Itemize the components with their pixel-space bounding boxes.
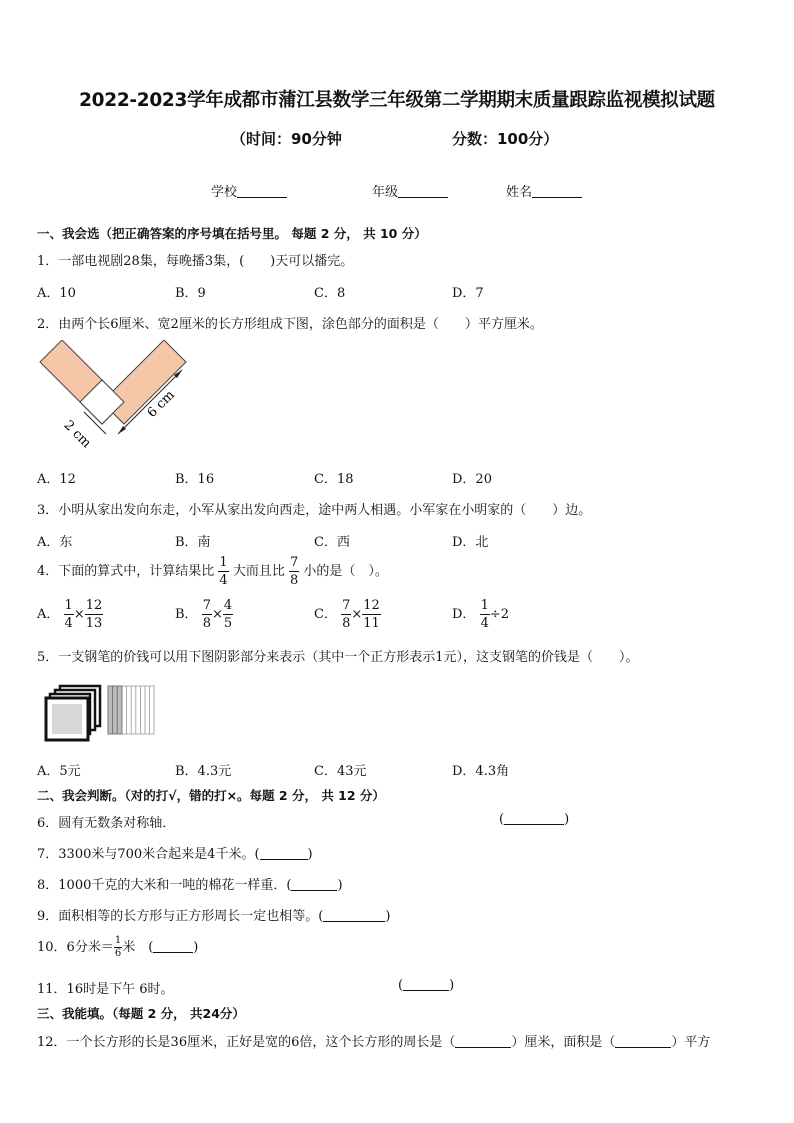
q4-c-label: C． bbox=[314, 607, 337, 622]
operator: ÷2 bbox=[489, 607, 510, 622]
answer-blank[interactable] bbox=[153, 940, 193, 953]
rectangles-figure bbox=[34, 340, 194, 452]
answer-blank[interactable] bbox=[323, 909, 385, 922]
q3-option-a[interactable]: A．东 bbox=[37, 535, 73, 550]
q4-f2-den: 8 bbox=[290, 573, 299, 588]
q4-pre: 4．下面的算式中，计算结果比 bbox=[37, 564, 215, 579]
num: 1 bbox=[114, 935, 122, 946]
money-squares-figure bbox=[44, 684, 162, 744]
answer-blank[interactable] bbox=[504, 812, 564, 825]
q6-answer[interactable] bbox=[499, 812, 569, 827]
question-2: 2．由两个长6厘米、宽2厘米的长方形组成下图，涂色部分的面积是（ ）平方厘米。 bbox=[37, 317, 543, 332]
q1-option-b[interactable]: B．9 bbox=[175, 286, 206, 301]
fraction bbox=[202, 599, 212, 630]
den: 11 bbox=[363, 616, 380, 631]
paren: ) bbox=[449, 978, 455, 993]
tenths-bar bbox=[108, 686, 154, 734]
answer-blank[interactable] bbox=[403, 978, 449, 991]
section-1-heading: 一、我会选（把正确答案的序号填在括号里。 每题 2 分， 共 10 分） bbox=[37, 226, 427, 241]
grade-label: 年级 bbox=[372, 185, 399, 200]
operator: × bbox=[351, 607, 363, 622]
num: 7 bbox=[342, 598, 351, 613]
question-9 bbox=[37, 905, 390, 924]
den: 4 bbox=[480, 616, 489, 631]
fraction bbox=[362, 599, 381, 630]
q1-option-a[interactable]: A．10 bbox=[37, 286, 76, 301]
exam-time: （时间：90分钟 bbox=[231, 130, 342, 148]
name-field[interactable] bbox=[506, 181, 582, 200]
page-title: 2022-2023学年成都市蒲江县数学三年级第二学期期末质量跟踪监视模拟试题 bbox=[79, 90, 715, 111]
den: 5 bbox=[223, 616, 233, 631]
q4-option-d[interactable] bbox=[452, 599, 509, 630]
answer-blank[interactable] bbox=[455, 1035, 511, 1048]
q4-option-c[interactable] bbox=[314, 599, 381, 630]
q2-option-c[interactable]: C．18 bbox=[314, 472, 354, 487]
q5-option-c[interactable]: C．43元 bbox=[314, 764, 367, 779]
paren: ) bbox=[564, 812, 570, 827]
paren: ) bbox=[385, 909, 391, 924]
section-2-heading: 二、我会判断。（对的打√，错的打×。每题 2 分， 共 12 分） bbox=[37, 788, 385, 803]
paren: ( bbox=[398, 978, 404, 993]
school-label: 学校 bbox=[211, 185, 238, 200]
exam-score: 分数：100分） bbox=[452, 130, 559, 148]
den: 4 bbox=[64, 616, 73, 631]
q4-option-b[interactable] bbox=[175, 599, 233, 630]
paren: ) bbox=[337, 878, 343, 893]
answer-blank[interactable] bbox=[291, 878, 337, 891]
question-6: 6．圆有无数条对称轴． bbox=[37, 816, 176, 831]
q12-text: 12．一个长方形的长是36厘米，正好是宽的6倍，这个长方形的周长是（ bbox=[37, 1035, 456, 1050]
q11-answer[interactable] bbox=[398, 978, 454, 993]
paren: ( bbox=[499, 812, 505, 827]
square-front-shade bbox=[52, 704, 82, 734]
q8-text: 8．1000千克的大米和一吨的棉花一样重．( bbox=[37, 878, 292, 893]
q1-option-c[interactable]: C．8 bbox=[314, 286, 346, 301]
q5-option-b[interactable]: B．4.3元 bbox=[175, 764, 232, 779]
q12-post: ）平方 bbox=[671, 1035, 711, 1050]
fraction bbox=[223, 599, 233, 630]
q4-d-label: D． bbox=[452, 607, 476, 622]
answer-blank[interactable] bbox=[260, 847, 308, 860]
operator: × bbox=[211, 607, 223, 622]
den: 6 bbox=[114, 948, 122, 959]
q2-option-a[interactable]: A．12 bbox=[37, 472, 76, 487]
q3-option-b[interactable]: B．南 bbox=[175, 535, 211, 550]
q4-post: 小的是（ ）。 bbox=[303, 564, 388, 579]
q1-option-d[interactable]: D．7 bbox=[452, 286, 484, 301]
fraction bbox=[85, 599, 104, 630]
q4-f2-num: 7 bbox=[290, 555, 299, 570]
paren: ) bbox=[193, 940, 199, 955]
q3-option-d[interactable]: D．北 bbox=[452, 535, 489, 550]
fraction bbox=[480, 599, 490, 630]
fraction bbox=[64, 599, 74, 630]
q12-mid: ）厘米，面积是（ bbox=[511, 1035, 616, 1050]
section-3-heading: 三、我能填。（每题 2 分， 共24分） bbox=[37, 1006, 245, 1021]
question-8 bbox=[37, 874, 343, 893]
q4-option-a[interactable] bbox=[37, 599, 103, 630]
num: 7 bbox=[202, 598, 211, 613]
q2-option-b[interactable]: B．16 bbox=[175, 472, 215, 487]
q4-f1-den: 4 bbox=[219, 573, 228, 588]
fraction bbox=[289, 556, 299, 587]
q5-option-d[interactable]: D．4.3角 bbox=[452, 764, 510, 779]
num: 1 bbox=[480, 598, 489, 613]
grade-field[interactable] bbox=[372, 181, 448, 200]
fraction bbox=[114, 936, 122, 959]
question-10 bbox=[37, 936, 198, 959]
paren: ) bbox=[307, 847, 313, 862]
question-5: 5．一支钢笔的价钱可以用下图阴影部分来表示（其中一个正方形表示1元），这支钢笔的价钱是（ ）。 bbox=[37, 650, 639, 665]
operator: × bbox=[73, 607, 85, 622]
label-long: 6 cm bbox=[144, 387, 178, 421]
question-7 bbox=[37, 843, 313, 862]
q5-option-a[interactable]: A．5元 bbox=[37, 764, 81, 779]
num: 4 bbox=[223, 598, 233, 613]
name-label: 姓名 bbox=[506, 185, 533, 200]
q4-mid: 大而且比 bbox=[232, 564, 285, 579]
label-short: 2 cm bbox=[60, 417, 94, 452]
den: 8 bbox=[202, 616, 211, 631]
q4-f1-num: 1 bbox=[219, 555, 228, 570]
question-1: 1．一部电视剧28集，每晚播3集，( )天可以播完。 bbox=[37, 254, 354, 269]
q4-b-label: B． bbox=[175, 607, 198, 622]
q7-text: 7．3300米与700米合起来是4千米。( bbox=[37, 847, 260, 862]
school-field[interactable] bbox=[211, 181, 287, 200]
question-12 bbox=[37, 1031, 710, 1050]
fraction bbox=[341, 599, 351, 630]
den: 8 bbox=[342, 616, 351, 631]
num: 12 bbox=[363, 598, 380, 613]
question-4 bbox=[37, 556, 388, 587]
question-11: 11．16时是下午 6时。 bbox=[37, 982, 174, 997]
q4-a-label: A． bbox=[37, 607, 60, 622]
num: 12 bbox=[85, 598, 103, 613]
num: 1 bbox=[64, 598, 73, 613]
answer-blank[interactable] bbox=[615, 1035, 671, 1048]
q10-pre: 10．6分米＝ bbox=[37, 940, 114, 955]
q10-post: 米 ( bbox=[122, 940, 154, 955]
fraction bbox=[218, 556, 228, 587]
q3-option-c[interactable]: C．西 bbox=[314, 535, 350, 550]
q9-text: 9．面积相等的长方形与正方形周长一定也相等。( bbox=[37, 909, 324, 924]
den: 13 bbox=[85, 616, 103, 631]
q2-option-d[interactable]: D．20 bbox=[452, 472, 492, 487]
question-3: 3．小明从家出发向东走，小军从家出发向西走，途中两人相遇。小军家在小明家的（ ）边。 bbox=[37, 503, 592, 518]
